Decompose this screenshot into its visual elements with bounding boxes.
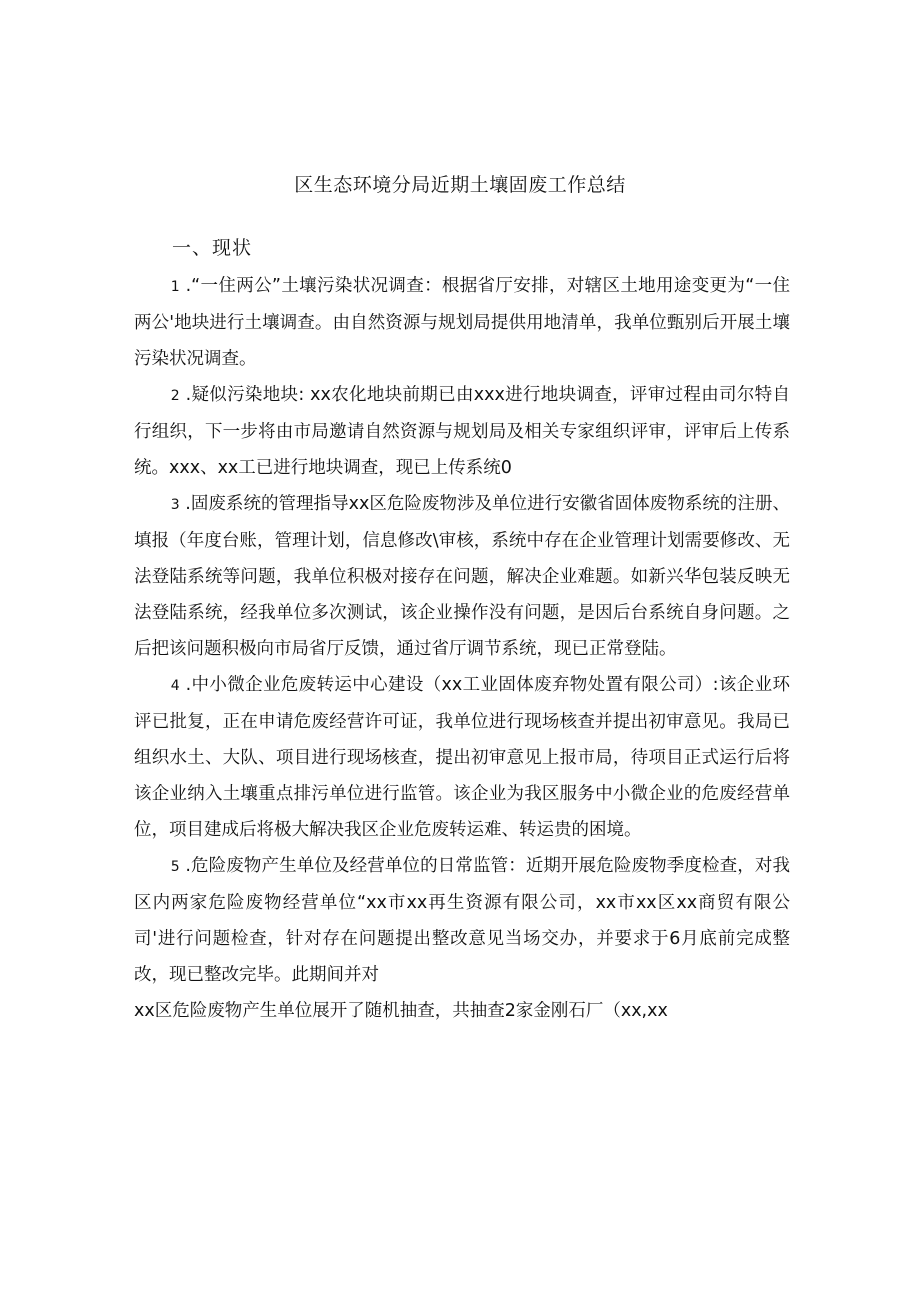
paragraph-text: .固废系统的管理指导xx区危险废物涉及单位进行安徽省固体废物系统的注册、填报（年度台账，管理计划，信息修改\审核，系统中存在企业管理计划需要修改、无法登陆系统等问题，我单位积极对接存在问题，解决企业难题。如新兴华包装反映无法登陆系统，经我单位多次测试，该企业操作没有问题，是因后台系统自身问题。之后把该问题积极向市局省厅反馈，通过省厅调节系统，现已正常登陆。 — [134, 494, 790, 659]
paragraph-text: .中小微企业危废转运中心建设（xx工业固体废弃物处置有限公司）:该企业环评已批复，正在申请危废经营许可证，我单位进行现场核查并提出初审意见。我局已组织水土、大队、项目进行现场核查，提出初审意见上报市局，待项目正式运行后将该企业纳入土壤重点排污单位进行监管。该企业为我区服务中小微企业的危废经营单位，项目建成后将极大解决我区企业危废转运难、转运贵的困境。 — [134, 675, 790, 840]
paragraph-continuation: xx区危险废物产生单位展开了随机抽查，共抽查2家金刚石厂（xx,xx — [134, 1001, 668, 1021]
paragraph-text: .疑似污染地块: xx农化地块前期已由xxx进行地块调查，评审过程由司尔特自行组织，下一步将由市局邀请自然资源与规划局及相关专家组织评审，评审后上传系统。xxx、xx工已进行地块调查，现已上传系统0 — [134, 385, 790, 478]
paragraph-item-1 — [134, 268, 790, 377]
section-heading: 一、现状 — [172, 237, 253, 259]
item-number: 2 — [170, 388, 180, 404]
paragraph-item-4 — [134, 667, 790, 848]
document-title: 区生态环境分局近期土壤固废工作总结 — [294, 174, 626, 196]
paragraph-item-2 — [134, 377, 790, 486]
document-body — [134, 268, 790, 1029]
item-number: 5 — [170, 859, 180, 875]
paragraph-text: .“一住两公”土壤污染状况调查：根据省厅安排，对辖区土地用途变更为“一住两公'地块进行土壤调查。由自然资源与规划局提供用地清单，我单位甄别后开展土壤污染状况调查。 — [134, 276, 790, 369]
item-number: 4 — [170, 678, 180, 694]
paragraph-item-3 — [134, 486, 790, 667]
paragraph-item-5 — [134, 848, 790, 993]
paragraph-text: .危险废物产生单位及经营单位的日常监管：近期开展危险废物季度检查，对我区内两家危险废物经营单位“xx市xx再生资源有限公司，xx市xx区xx商贸有限公司'进行问题检查，针对存在问题提出整改意见当场交办，并要求于6月底前完成整改，现已整改完毕。此期间并对 — [134, 856, 790, 985]
item-number: 3 — [170, 497, 180, 513]
item-number: 1 — [170, 279, 180, 295]
